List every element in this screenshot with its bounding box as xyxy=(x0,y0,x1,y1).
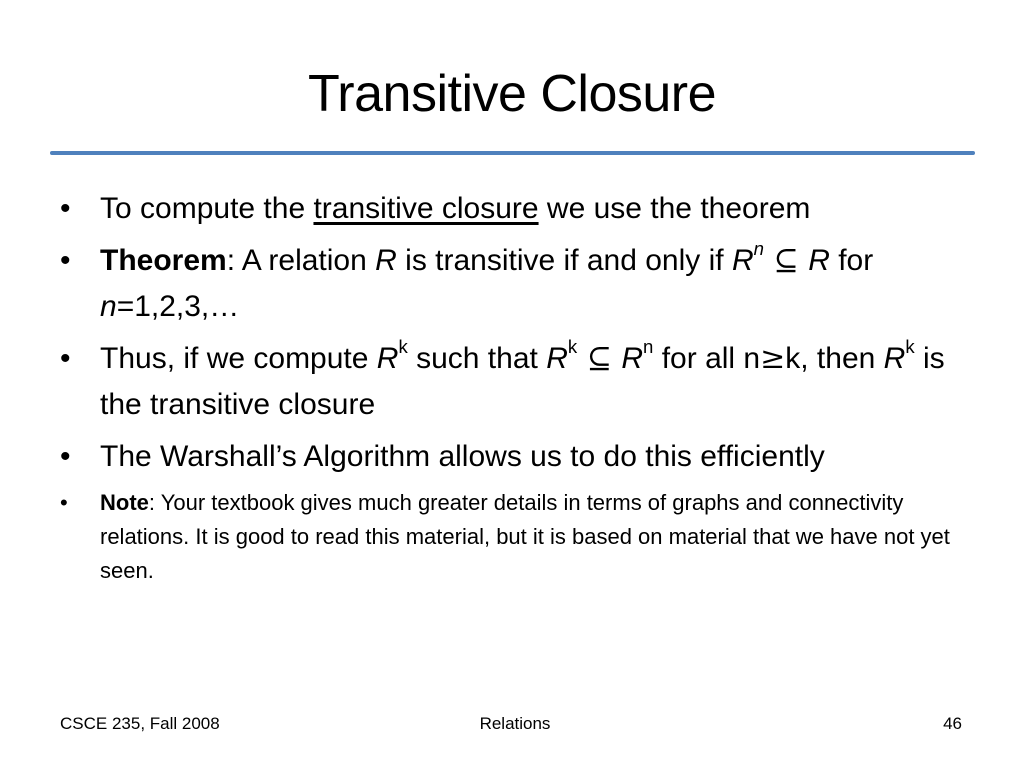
geq-symbol: ≥ xyxy=(760,341,786,376)
footer-topic: Relations xyxy=(479,714,551,733)
relation-r: R xyxy=(375,244,397,277)
warshall-text: The Warshall’s Algorithm allows us to do this efficiently xyxy=(100,440,825,473)
subseteq-symbol-2: ⊆ xyxy=(577,341,622,376)
thus-text-1: Thus, if we compute xyxy=(100,342,377,375)
exponent-k-1: k xyxy=(398,336,408,358)
exponent-n-2: n xyxy=(643,336,654,358)
theorem-label: Theorem xyxy=(100,244,227,277)
thus-text-5: is the transitive closure xyxy=(100,342,945,421)
bullet-1-post: we use the theorem xyxy=(538,192,811,225)
theorem-text-4: =1,2,3,… xyxy=(116,290,240,323)
exponent-n: n xyxy=(753,238,764,260)
thus-text-3: for all n xyxy=(653,342,761,375)
relation-r-superset: R xyxy=(808,244,830,277)
subseteq-symbol: ⊆ xyxy=(763,243,809,278)
slide-title: Transitive Closure xyxy=(307,65,717,123)
variable-n: n xyxy=(100,290,117,323)
thus-text-4: k, then xyxy=(785,342,884,375)
bullet-thus xyxy=(60,336,990,428)
thus-text-2: such that xyxy=(407,342,547,375)
bullet-1-pre: To compute the xyxy=(100,192,314,225)
exponent-k-3: k xyxy=(905,336,915,358)
bullet-warshall xyxy=(60,434,990,480)
transitive-closure-term: transitive closure xyxy=(313,192,539,225)
bullet-theorem xyxy=(60,238,990,330)
bullet-note xyxy=(60,486,990,588)
note-text: : Your textbook gives much greater details in terms of graphs and connectivity relations. It is good to read this material, but it is based on material that we have not yet seen. xyxy=(100,490,950,583)
title-divider xyxy=(50,151,975,155)
exponent-k-2: k xyxy=(567,336,578,358)
relation-r-k-3: R xyxy=(883,342,906,375)
note-label: Note xyxy=(100,490,149,515)
bullet-compute-closure xyxy=(60,186,990,232)
relation-r-power: R xyxy=(731,244,754,277)
footer-page-number: 46 xyxy=(943,714,962,733)
theorem-text-1: : A relation xyxy=(226,244,376,277)
bullet-list xyxy=(60,186,990,594)
theorem-text-3: for xyxy=(829,244,874,277)
relation-r-k-2: R xyxy=(546,342,568,375)
relation-r-n: R xyxy=(621,342,644,375)
theorem-text-2: is transitive if and only if xyxy=(396,244,732,277)
relation-r-k: R xyxy=(376,342,399,375)
footer-course: CSCE 235, Fall 2008 xyxy=(60,714,220,733)
